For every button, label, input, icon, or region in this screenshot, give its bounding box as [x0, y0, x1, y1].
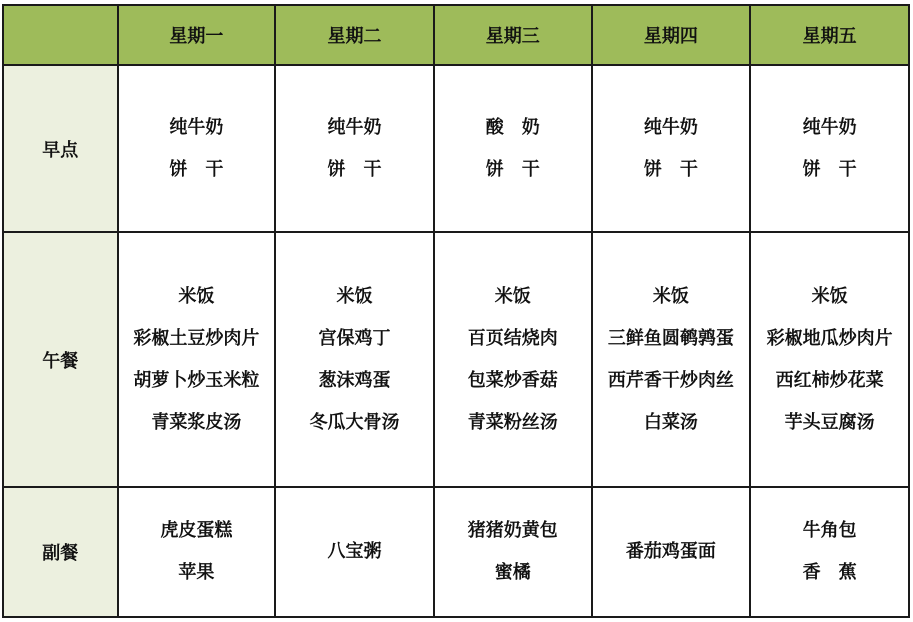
dish-item: 彩椒地瓜炒肉片	[766, 327, 893, 349]
dish-item: 纯牛奶	[327, 116, 382, 138]
dish-item: 饼 干	[169, 158, 224, 180]
menu-cell-thursday	[592, 487, 751, 617]
menu-cell-friday	[750, 232, 909, 487]
header-row	[3, 5, 909, 65]
dish-item: 饼 干	[485, 158, 540, 180]
dish-item: 三鲜鱼圆鹌鹑蛋	[607, 327, 734, 349]
dish-item: 米饭	[811, 285, 848, 307]
corner-cell	[3, 5, 118, 65]
menu-cell-tuesday	[275, 232, 434, 487]
dish-item: 包菜炒香菇	[467, 369, 558, 391]
menu-cell-wednesday	[434, 65, 592, 232]
menu-cell-friday	[750, 65, 909, 232]
dish-item: 胡萝卜炒玉米粒	[133, 369, 260, 391]
dish-item: 米饭	[652, 285, 689, 307]
dish-item: 青菜粉丝汤	[467, 411, 558, 433]
dish-item: 饼 干	[802, 158, 857, 180]
dish-item: 彩椒土豆炒肉片	[133, 327, 260, 349]
dish-item: 牛角包	[802, 520, 857, 541]
dish-item: 纯牛奶	[802, 116, 857, 138]
meal-label: 副餐	[3, 487, 118, 617]
dish-item: 八宝粥	[327, 541, 382, 562]
menu-cell-monday	[118, 232, 276, 487]
dish-item: 饼 干	[327, 158, 382, 180]
dish-item: 米饭	[178, 285, 215, 307]
dish-item: 苹果	[178, 562, 215, 583]
dish-item: 米饭	[494, 285, 531, 307]
menu-cell-friday	[750, 487, 909, 617]
day-header-wednesday: 星期三	[434, 5, 592, 65]
dish-item: 纯牛奶	[643, 116, 698, 138]
dish-item: 酸 奶	[485, 116, 540, 138]
dish-item: 白菜汤	[643, 411, 698, 433]
day-header-friday: 星期五	[750, 5, 909, 65]
dish-item: 猪猪奶黄包	[467, 520, 558, 541]
dish-item: 饼 干	[643, 158, 698, 180]
dish-item: 蜜橘	[494, 562, 531, 583]
menu-cell-wednesday	[434, 487, 592, 617]
dish-item: 西芹香干炒肉丝	[607, 369, 734, 391]
dish-item: 纯牛奶	[169, 116, 224, 138]
meal-label: 早点	[3, 65, 118, 232]
dish-item: 冬瓜大骨汤	[309, 411, 400, 433]
dish-item: 虎皮蛋糕	[160, 520, 233, 541]
menu-cell-monday	[118, 65, 276, 232]
meal-row-breakfast	[3, 65, 909, 232]
dish-item: 宫保鸡丁	[318, 327, 391, 349]
dish-item: 香 蕉	[802, 562, 857, 583]
menu-cell-tuesday	[275, 65, 434, 232]
weekly-menu-table	[2, 4, 910, 618]
meal-row-lunch	[3, 232, 909, 487]
day-header-tuesday: 星期二	[275, 5, 434, 65]
dish-item: 百页结烧肉	[467, 327, 558, 349]
dish-item: 葱沫鸡蛋	[318, 369, 391, 391]
menu-cell-wednesday	[434, 232, 592, 487]
meal-row-snack	[3, 487, 909, 617]
menu-cell-monday	[118, 487, 276, 617]
dish-item: 青菜浆皮汤	[151, 411, 242, 433]
day-header-thursday: 星期四	[592, 5, 751, 65]
dish-item: 米饭	[336, 285, 373, 307]
menu-cell-tuesday	[275, 487, 434, 617]
dish-item: 番茄鸡蛋面	[625, 541, 716, 562]
day-header-monday: 星期一	[118, 5, 276, 65]
dish-item: 芋头豆腐汤	[784, 411, 875, 433]
meal-label: 午餐	[3, 232, 118, 487]
menu-cell-thursday	[592, 232, 751, 487]
menu-cell-thursday	[592, 65, 751, 232]
dish-item: 西红柿炒花菜	[775, 369, 884, 391]
